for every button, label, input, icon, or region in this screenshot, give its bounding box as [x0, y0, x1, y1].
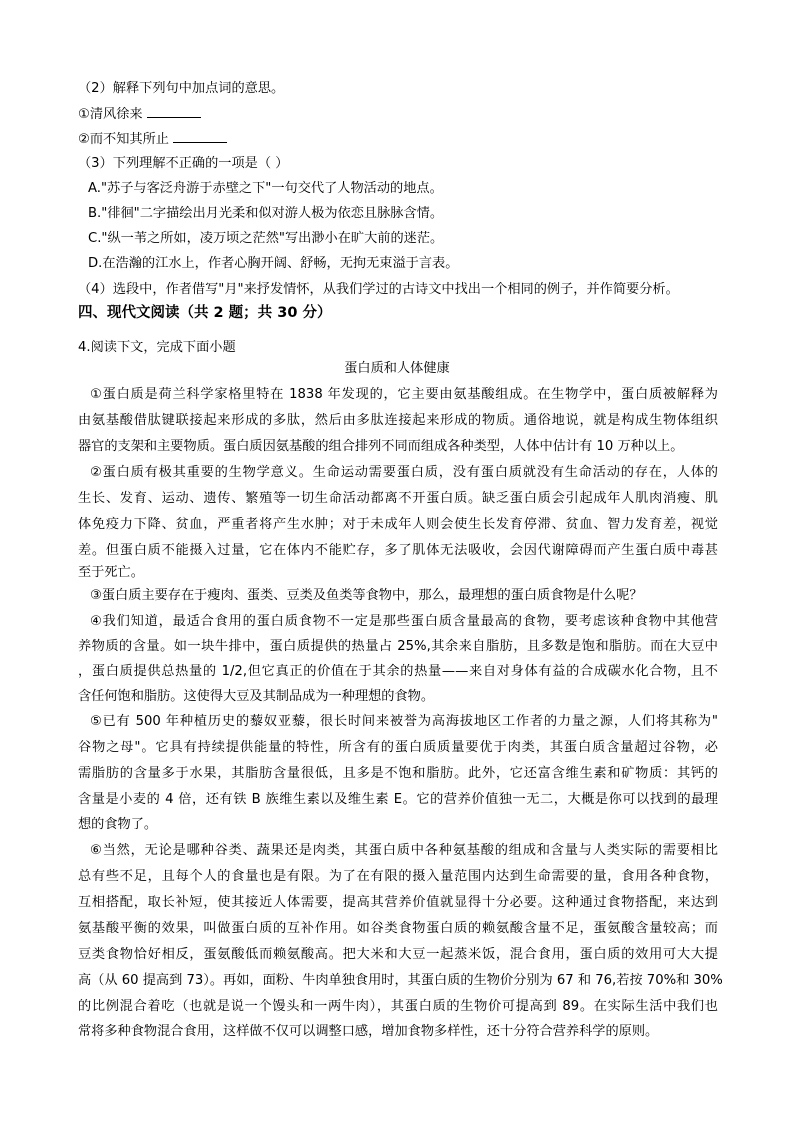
question-2-item-2-text: ②而不知其所止	[78, 132, 169, 147]
paragraph-6-line: 高（从 60 提高到 73）。再如，面粉、牛肉单独食用时，其蛋白质的生物价分别为 67 和 76,若按 70%和 30%	[78, 973, 723, 988]
question-3-option-c: C."纵一苇之所如，凌万顷之茫然"写出渺小在旷大前的迷茫。	[88, 231, 444, 246]
paragraph-2-line: 生长、发育、运动、遗传、繁殖等一切生命活动都离不开蛋白质。缺乏蛋白质会引起成年人肌肉消瘦、肌	[78, 491, 718, 506]
paragraph-6-line: 氨基酸平衡的效果，叫做蛋白质的互补作用。如谷类食物蛋白质的赖氨酸含量不足，蛋氨酸含量较高；而	[78, 921, 718, 936]
question-3-option-b: B."徘徊"二字描绘出月光柔和似对游人极为依恋且脉脉含情。	[88, 206, 444, 221]
paragraph-2-line: 至于死亡。	[78, 565, 144, 580]
paragraph-4-line: 养物质的含量。如一块牛排中，蛋白质提供的热量占 25%,其余来自脂肪，且多数是饱和脂肪。而在大豆中	[78, 639, 718, 654]
question-3-stem: （3）下列理解不正确的一项是（ ）	[78, 156, 289, 171]
reading-prompt: 4.阅读下文，完成下面小题	[78, 340, 236, 355]
paragraph-5-line: ⑤已有 500 年种植历史的藜奴亚藜，很长时间来被誉为高海拔地区工作者的力量之源，人们将其称为"	[90, 714, 718, 729]
paragraph-2-line: ②蛋白质有极其重要的生物学意义。生命运动需要蛋白质，没有蛋白质就没有生命活动的存在，人体的	[90, 465, 718, 480]
paragraph-1-line: 由氨基酸借肽键联接起来形成的多肽，然后由多肽连接起来形成的物质。通俗地说，就是构成生物体组织	[78, 413, 718, 428]
answer-blank[interactable]	[147, 105, 201, 118]
paragraph-4-line: 含任何饱和脂肪。这使得大豆及其制品成为一种理想的食物。	[78, 689, 435, 704]
answer-blank[interactable]	[173, 130, 227, 143]
paragraph-6-line: 的比例混合着吃（也就是说一个馒头和一两牛肉），其蛋白质的生物价可提高到 89。在实际生活中我们也	[78, 999, 718, 1014]
question-4-stem: （4）选段中，作者借写"月"来抒发情怀，从我们学过的古诗文中找出一个相同的例子，并作简要分析。	[78, 282, 679, 297]
paragraph-4-line: ④我们知道，最适合食用的蛋白质食物不一定是那些蛋白质含量最高的食物，要考虑该种食物中其他营	[90, 614, 718, 629]
paragraph-1-line: ①蛋白质是荷兰科学家格里特在 1838 年发现的，它主要由氨基酸组成。在生物学中，蛋白质被解释为	[90, 387, 718, 402]
paragraph-6-line: 互相搭配，取长补短，使其接近人体需要，提高其营养价值就显得十分必要。这种通过食物搭配，来达到	[78, 895, 718, 910]
paragraph-6-line: 总有些不足，且每个人的食量也是有限。为了在有限的摄入量范围内达到生命需要的量，食用各种食物，	[78, 869, 718, 884]
paragraph-3-line: ③蛋白质主要存在于瘦肉、蛋类、豆类及鱼类等食物中，那么，最理想的蛋白质食物是什么呢？	[90, 588, 643, 603]
paragraph-1-line: 器官的支架和主要物质。蛋白质因氨基酸的组合排列不同而组成各种类型，人体中估计有 10 万种以上。	[78, 439, 684, 454]
article-title: 蛋白质和人体健康	[344, 361, 450, 376]
paragraph-5-line: 想的食物了。	[78, 817, 158, 832]
section-heading: 四、现代文阅读（共 2 题；共 30 分）	[78, 305, 332, 321]
question-2-item-2	[78, 130, 227, 148]
question-2-stem: （2）解释下列句中加点词的意思。	[78, 81, 285, 96]
paragraph-6-line: 豆类食物恰好相反，蛋氨酸低而赖氨酸高。把大米和大豆一起蒸米饭，混合食用，蛋白质的效用可大大提	[78, 947, 718, 962]
paragraph-2-line: 差。但蛋白质不能摄入过量，它在体内不能贮存，多了肌体无法吸收，会因代谢障碍而产生蛋白质中毒甚	[78, 543, 718, 558]
question-2-item-1-text: ①清风徐来	[78, 107, 143, 122]
question-3-option-a: A."苏子与客泛舟游于赤壁之下"一句交代了人物活动的地点。	[88, 181, 443, 196]
question-3-option-d: D.在浩瀚的江水上，作者心胸开阔、舒畅，无拘无束溢于言表。	[88, 256, 459, 271]
question-2-item-1	[78, 105, 201, 123]
paragraph-2-line: 体免疫力下降、贫血，严重者将产生水肿；对于未成年人则会使生长发育停滞、贫血、智力发育差，视觉	[78, 517, 718, 532]
paragraph-6-line: 常将多种食物混合食用，这样做不仅可以调整口感，增加食物多样性，还十分符合营养科学的原则。	[78, 1024, 659, 1039]
paragraph-6-line: ⑥当然，无论是哪种谷类、蔬果还是肉类，其蛋白质中各种氨基酸的组成和含量与人类实际的需要相比	[90, 843, 718, 858]
paragraph-4-line: ，蛋白质提供总热量的 1/2,但它真正的价值在于其余的热量——来自对身体有益的合成碳水化合物，且不	[78, 664, 718, 679]
paragraph-5-line: 谷物之母"。它具有持续提供能量的特性，所含有的蛋白质质量要优于肉类，其蛋白质含量超过谷物，必	[78, 740, 718, 755]
paragraph-5-line: 含量是小麦的 4 倍，还有铁 B 族维生素以及维生素 E。它的营养价值独一无二，大概是你可以找到的最理	[78, 792, 718, 807]
paragraph-5-line: 需脂肪的含量多于水果，其脂肪含量很低，且多是不饱和脂肪。此外，它还富含维生素和矿物质：其钙的	[78, 766, 718, 781]
